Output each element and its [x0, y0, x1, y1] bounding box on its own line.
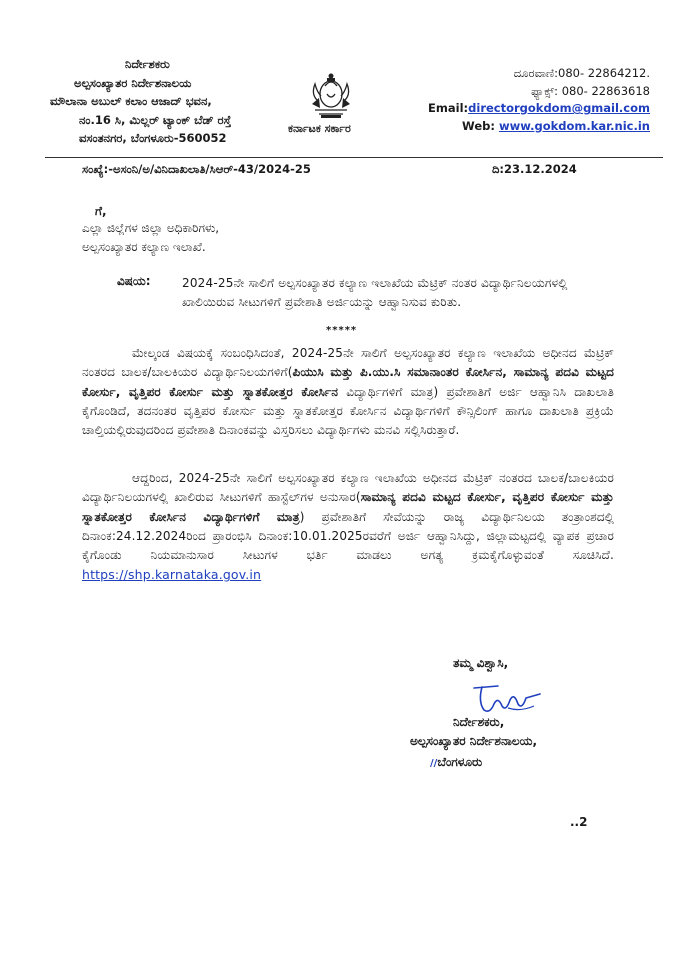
signatory-place [430, 755, 482, 770]
fax-number: ಫ್ಯಾಕ್ಸ್: 080- 22863618 [531, 83, 650, 98]
paragraph-text: ಮೇಲ್ಕಂಡ ವಿಷಯಕ್ಕೆ ಸಂಬಂಧಿಸಿದಂತೆ, 2024-25ನೇ ಸಾಲಿಗೆ ಅಲ್ಪಸಂಖ್ಯಾತರ ಕಲ್ಯಾಣ ಇಲಾಖೆಯ ಅಧೀನದ ಮೆಟ್ರಿಕ್ ನಂತರದ ಬಾಲಕ/ಬಾಲಕಿಯರ ವಿದ್ಯಾರ್ಥಿನಿಲಯಗಳಿಗೆ( [82, 346, 614, 380]
office-line: ಅಲ್ಪಸಂಖ್ಯಾತರ ನಿರ್ದೇಶನಾಲಯ [74, 75, 192, 90]
signatory-office: ಅಲ್ಪಸಂಖ್ಯಾತರ ನಿರ್ದೇಶನಾಲಯ, [410, 734, 538, 748]
paragraph-text: ಆದ್ದರಿಂದ, 2024-25ನೇ ಸಾಲಿಗೆ ಅಲ್ಪಸಂಖ್ಯಾತರ ಕಲ್ಯಾಣ ಇಲಾಖೆಯ ಅಧೀನದ ಮೆಟ್ರಿಕ್ ನಂತರದ ಬಾಲಕ/ಬಾಲಕಿಯರ ವಿದ್ಯಾರ್ಥಿನಿಲಯಗಳಲ್ಲಿ ಖಾಲಿರುವ ಸೀಟುಗಳಿಗೆ ಹಾಸ್ಟೆಲ್‌ಗಳ ಅನುಸಾರ( [82, 471, 614, 505]
salutation-to: ಗೆ, [95, 204, 107, 218]
office-address [50, 55, 280, 148]
karnataka-emblem-icon [303, 70, 359, 122]
contact-block [420, 65, 650, 135]
paragraph-text: ) ಪ್ರವೇಶಾತಿಗೆ ಸೇವೆಯನ್ನು ರಾಜ್ಯ ವಿದ್ಯಾರ್ಥಿನಿಲಯ ತಂತ್ರಾಂಶದಲ್ಲಿ ದಿನಾಂಕ:24.12.2024ರಿಂದ ಪ್ರಾರಂಭಿಸಿ ದಿನಾಂಕ:10.01.2025ರವರೆಗೆ ಅರ್ಜಿ ಆಹ್ವಾನಿಸಿದ್ದು, ಜಿಲ್ಲಾಮಟ್ಟದಲ್ಲಿ ವ್ಯಾಪಕ ಪ್ರಚಾರ ಕೈಗೊಂಡು ನಿಯಮಾನುಸಾರ ಸೀಟುಗಳ ಭರ್ತಿ ಮಾಡಲು ಅಗತ್ಯ ಕ್ರಮಕೈಗೊಳ್ಳುವಂತೆ ಸೂಚಿಸಿದೆ. [82, 509, 615, 563]
email-link[interactable]: directorgokdom@gmail.com [468, 101, 650, 115]
header-divider [45, 157, 663, 158]
body-paragraph-2 [82, 469, 614, 586]
office-line: ಮೌಲಾನಾ ಅಬುಲ್ ಕಲಾಂ ಆಜಾದ್ ಭವನ, [50, 94, 212, 108]
recipient-line: ಅಲ್ಪಸಂಖ್ಯಾತರ ಕಲ್ಯಾಣ ಇಲಾಖೆ. [82, 240, 206, 254]
phone-number: ದೂರವಾಣಿ:080- 22864212. [513, 66, 650, 80]
web-label: Web: [462, 118, 499, 133]
place-mark: // [430, 758, 438, 769]
place-name: ಬೆಂಗಳೂರು [437, 755, 483, 769]
paragraph-text: ವಿದ್ಯಾರ್ಥಿಗಳಿಗೆ ಮಾತ್ರ) ಪ್ರವೇಶಾತಿಗೆ ಅರ್ಜಿ ಆಹ್ವಾನಿಸಿ ದಾಖಲಾತಿ ಕೈಗೊಂಡಿದೆ, ತದನಂತರ ವೃತ್ತಿಪರ ಕೋರ್ಸು ಮತ್ತು ಸ್ನಾತಕೋತ್ತರ ಕೋರ್ಸಿನ ವಿದ್ಯಾರ್ಥಿಗಳಿಗೆ ಕೌನ್ಸಿಲಿಂಗ್ ಹಾಗೂ ದಾಖಲಾತಿ ಪ್ರಕ್ರಿಯೆ ಚಾಲ್ತಿಯಲ್ಲಿರುವುದರಿಂದ ಪ್ರವೇಶಾತಿ ದಿನಾಂಕವನ್ನು ವಿಸ್ತರಿಸಲು ವಿದ್ಯಾರ್ಥಿಗಳು ಮನವಿ ಸಲ್ಲಿಸಿರುತ್ತಾರೆ. [82, 384, 614, 438]
recipient-line: ಎಲ್ಲಾ ಜಿಲ್ಲೆಗಳ ಜಿಲ್ಲಾ ಅಧಿಕಾರಿಗಳು, [82, 221, 220, 235]
portal-link[interactable]: https://shp.karnataka.gov.in [82, 567, 262, 583]
paragraph-bold-text: ಸಾಮಾನ್ಯ ಪದವಿ ಮಟ್ಟದ ಕೋರ್ಸು, ವೃತ್ತಿಪರ ಕೋರ್ಸು ಮತ್ತು ಸ್ನಾತಕೋತ್ತರ ಕೋರ್ಸಿನ ವಿದ್ಯಾರ್ಥಿಗಳಿಗೆ ಮಾತ್ರ [82, 490, 615, 524]
recipient-block [82, 219, 219, 257]
signature-icon [468, 678, 548, 718]
body-paragraph-1 [82, 344, 614, 440]
page-number: ..2 [570, 815, 588, 829]
separator-stars: ***** [326, 325, 358, 336]
closing-regards: ತಮ್ಮ ವಿಶ್ವಾಸಿ, [453, 656, 509, 670]
signatory-title: ನಿರ್ದೇಶಕರು, [453, 715, 505, 729]
paragraph-bold-text: ಪಿಯುಸಿ ಮತ್ತು ಪಿ.ಯು.ಸಿ ಸಮಾನಾಂತರ ಕೋರ್ಸಿನ, ಸಾಮಾನ್ಯ ಪದವಿ ಮಟ್ಟದ ಕೋರ್ಸು, ವೃತ್ತಿಪರ ಕೋರ್ಸು ಮತ್ತು ಸ್ನಾತಕೋತ್ತರ ಕೋರ್ಸಿನ [82, 365, 614, 399]
letter-date: ದಿ:23.12.2024 [492, 162, 577, 176]
office-line: ನಂ.16 ಸಿ, ಮಿಲ್ಲರ್ ಟ್ಯಾಂಕ್ ಬೆಡ್ ರಸ್ತೆ [79, 112, 232, 127]
subject-label: ವಿಷಯ: [117, 274, 151, 288]
email-label: Email: [428, 101, 469, 115]
office-line: ನಿರ್ದೇಶಕರು [125, 57, 170, 71]
web-link[interactable]: www.gokdom.kar.nic.in [498, 118, 650, 133]
office-line: ವಸಂತನಗರ, ಬೆಂಗಳೂರು-560052 [79, 131, 227, 145]
reference-number: ಸಂಖ್ಯೆ:-ಅಸಂನಿ/ಅ/ವಿನಿದಾಖಲಾತಿ/ಸಿಆರ್-43/2024-25 [82, 162, 311, 176]
subject-text: 2024-25ನೇ ಸಾಲಿಗೆ ಅಲ್ಪಸಂಖ್ಯಾತರ ಕಲ್ಯಾಣ ಇಲಾಖೆಯ ಮೆಟ್ರಿಕ್ ನಂತರ ವಿದ್ಯಾರ್ಥಿನಿಲಯಗಳಲ್ಲಿ ಖಾಲಿಯಿರುವ ಸೀಟುಗಳಿಗೆ ಪ್ರವೇಶಾತಿ ಅರ್ಜಿಯನ್ನು ಆಹ್ವಾನಿಸುವ ಕುರಿತು. [182, 276, 568, 309]
government-label: ಕರ್ನಾಟಕ ಸರ್ಕಾರ [288, 122, 351, 135]
